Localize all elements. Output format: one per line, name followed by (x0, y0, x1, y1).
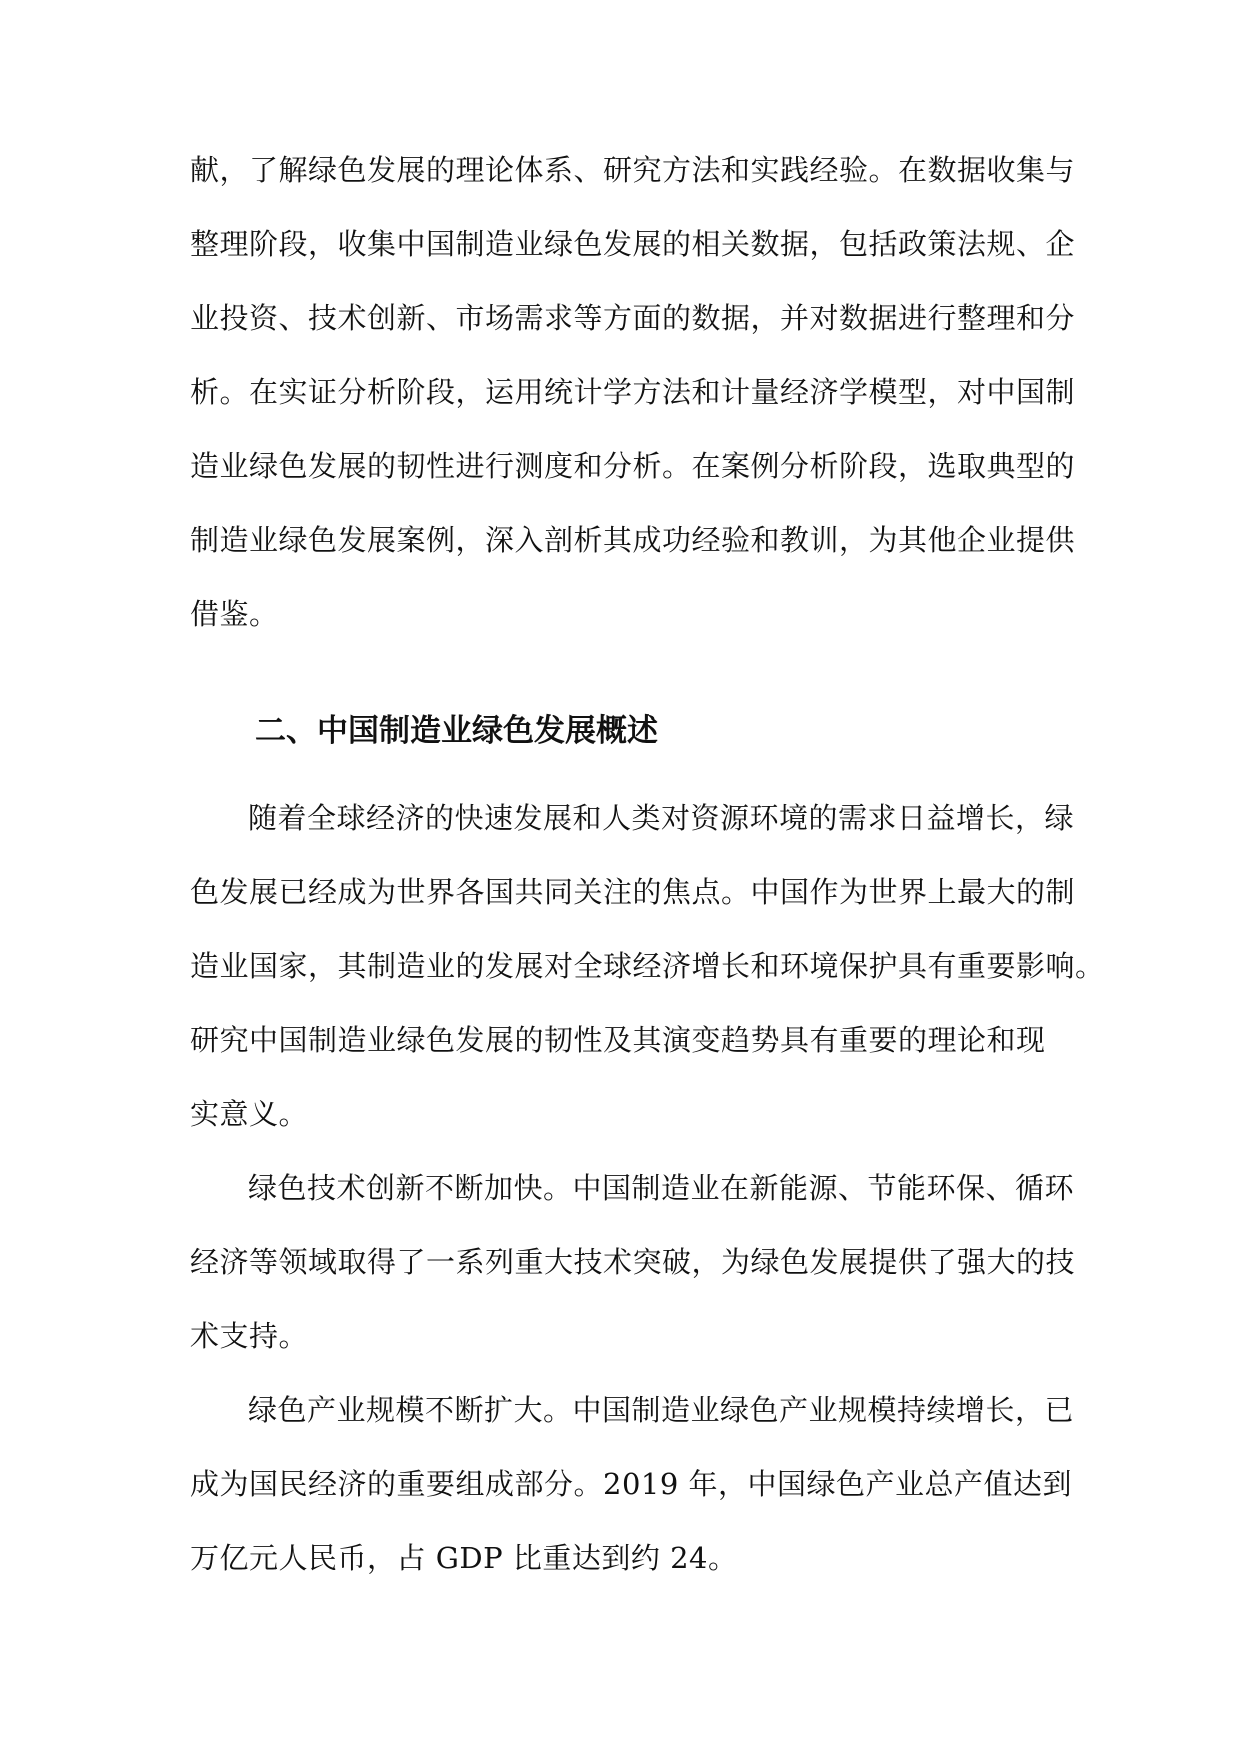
p3-line-2: 成为国民经济的重要组成部分。2019 年，中国绿色产业总产值达到 (190, 1467, 1073, 1501)
p2-line-3: 术支持。 (190, 1319, 309, 1353)
p2-line-2: 经济等领域取得了一系列重大技术突破，为绿色发展提供了强大的技 (190, 1245, 1076, 1279)
p3-line-1: 绿色产业规模不断扩大。中国制造业绿色产业规模持续增长，已 (248, 1393, 1075, 1427)
intro-line-6: 制造业绿色发展案例，深入剖析其成功经验和教训，为其他企业提供 (190, 523, 1076, 557)
intro-line-2: 整理阶段，收集中国制造业绿色发展的相关数据，包括政策法规、企 (190, 227, 1076, 261)
p3-line-3: 万亿元人民币，占 GDP 比重达到约 24。 (190, 1541, 738, 1575)
p1-line-5: 实意义。 (190, 1097, 309, 1131)
intro-line-7: 借鉴。 (190, 597, 279, 631)
intro-line-5: 造业绿色发展的韧性进行测度和分析。在案例分析阶段，选取典型的 (190, 449, 1076, 483)
p2-line-1: 绿色技术创新不断加快。中国制造业在新能源、节能环保、循环 (248, 1171, 1075, 1205)
intro-line-4: 析。在实证分析阶段，运用统计学方法和计量经济学模型，对中国制 (190, 375, 1076, 409)
intro-line-3: 业投资、技术创新、市场需求等方面的数据，并对数据进行整理和分 (190, 301, 1076, 335)
p1-line-1: 随着全球经济的快速发展和人类对资源环境的需求日益增长，绿 (248, 801, 1075, 835)
section-heading: 二、中国制造业绿色发展概述 (255, 713, 658, 749)
intro-line-1: 献，了解绿色发展的理论体系、研究方法和实践经验。在数据收集与 (190, 153, 1076, 187)
p1-line-4: 研究中国制造业绿色发展的韧性及其演变趋势具有重要的理论和现 (190, 1023, 1046, 1057)
p1-line-3: 造业国家，其制造业的发展对全球经济增长和环境保护具有重要影响。 (190, 949, 1105, 983)
p1-line-2: 色发展已经成为世界各国共同关注的焦点。中国作为世界上最大的制 (190, 875, 1076, 909)
